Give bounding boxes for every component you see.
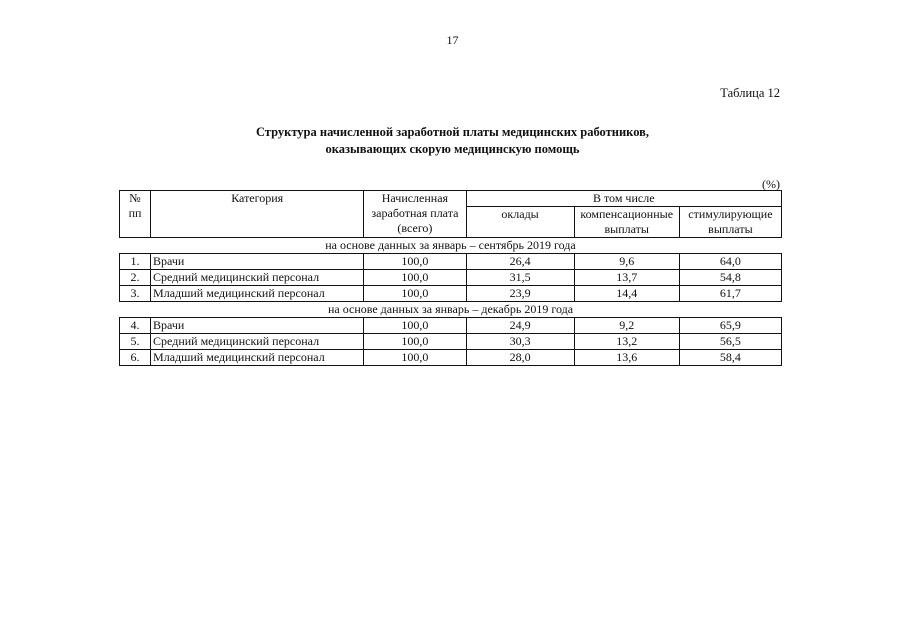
row-stim: 65,9: [679, 318, 781, 334]
title-line-2: оказывающих скорую медицинскую помощь: [325, 142, 580, 156]
header-comp-line-2: выплаты: [574, 222, 679, 238]
row-total: 100,0: [364, 350, 466, 366]
header-category: Категория: [151, 191, 364, 238]
row-total: 100,0: [364, 318, 466, 334]
row-num: 2.: [120, 270, 151, 286]
header-comp-line-1: компенсационные: [574, 207, 679, 223]
salary-structure-table: [119, 190, 782, 366]
row-salary: 30,3: [466, 334, 574, 350]
row-category: Врачи: [151, 254, 364, 270]
unit-label: (%): [762, 177, 780, 191]
section-row: [120, 302, 782, 318]
header-including: В том числе: [466, 191, 782, 207]
row-category: Средний медицинский персонал: [151, 334, 364, 350]
section-label: на основе данных за январь – сентябрь 2019 года: [120, 238, 782, 254]
row-salary: 31,5: [466, 270, 574, 286]
row-num: 3.: [120, 286, 151, 302]
row-num: 4.: [120, 318, 151, 334]
header-total: [364, 191, 466, 238]
row-salary: 26,4: [466, 254, 574, 270]
header-total-line-3: (всего): [397, 221, 433, 235]
table-label: Таблица 12: [720, 86, 780, 100]
table-row: [120, 318, 782, 334]
section-label: на основе данных за январь – декабрь 2019 года: [120, 302, 782, 318]
table-row: [120, 350, 782, 366]
row-stim: 56,5: [679, 334, 781, 350]
header-stim-line-2: выплаты: [679, 222, 781, 238]
header-row-1: [120, 191, 782, 207]
table-title: [0, 124, 905, 158]
row-category: Младший медицинский персонал: [151, 350, 364, 366]
title-line-1: Структура начисленной заработной платы медицинских работников,: [255, 125, 650, 139]
row-num: 5.: [120, 334, 151, 350]
row-total: 100,0: [364, 334, 466, 350]
row-total: 100,0: [364, 286, 466, 302]
row-stim: 61,7: [679, 286, 781, 302]
row-category: Врачи: [151, 318, 364, 334]
row-comp: 13,7: [574, 270, 679, 286]
row-stim: 64,0: [679, 254, 781, 270]
header-salary: оклады: [466, 207, 574, 223]
row-salary: 28,0: [466, 350, 574, 366]
row-comp: 13,6: [574, 350, 679, 366]
header-total-line-1: Начисленная: [381, 191, 449, 205]
table-row: [120, 286, 782, 302]
row-salary: 23,9: [466, 286, 574, 302]
row-num: 6.: [120, 350, 151, 366]
row-category: Младший медицинский персонал: [151, 286, 364, 302]
row-salary: 24,9: [466, 318, 574, 334]
row-comp: 13,2: [574, 334, 679, 350]
row-total: 100,0: [364, 270, 466, 286]
header-num-line-2: пп: [128, 206, 142, 220]
header-num: [120, 191, 151, 238]
page-number: 17: [446, 33, 459, 47]
row-comp: 14,4: [574, 286, 679, 302]
row-comp: 9,2: [574, 318, 679, 334]
row-total: 100,0: [364, 254, 466, 270]
header-stim-line-1: стимулирующие: [679, 207, 781, 223]
header-salary-blank: [466, 222, 574, 238]
row-stim: 58,4: [679, 350, 781, 366]
header-total-line-2: заработная плата: [371, 206, 459, 220]
row-stim: 54,8: [679, 270, 781, 286]
table-row: [120, 254, 782, 270]
row-category: Средний медицинский персонал: [151, 270, 364, 286]
section-row: [120, 238, 782, 254]
table-row: [120, 334, 782, 350]
header-num-line-1: №: [129, 191, 141, 205]
row-comp: 9,6: [574, 254, 679, 270]
table-row: [120, 270, 782, 286]
row-num: 1.: [120, 254, 151, 270]
